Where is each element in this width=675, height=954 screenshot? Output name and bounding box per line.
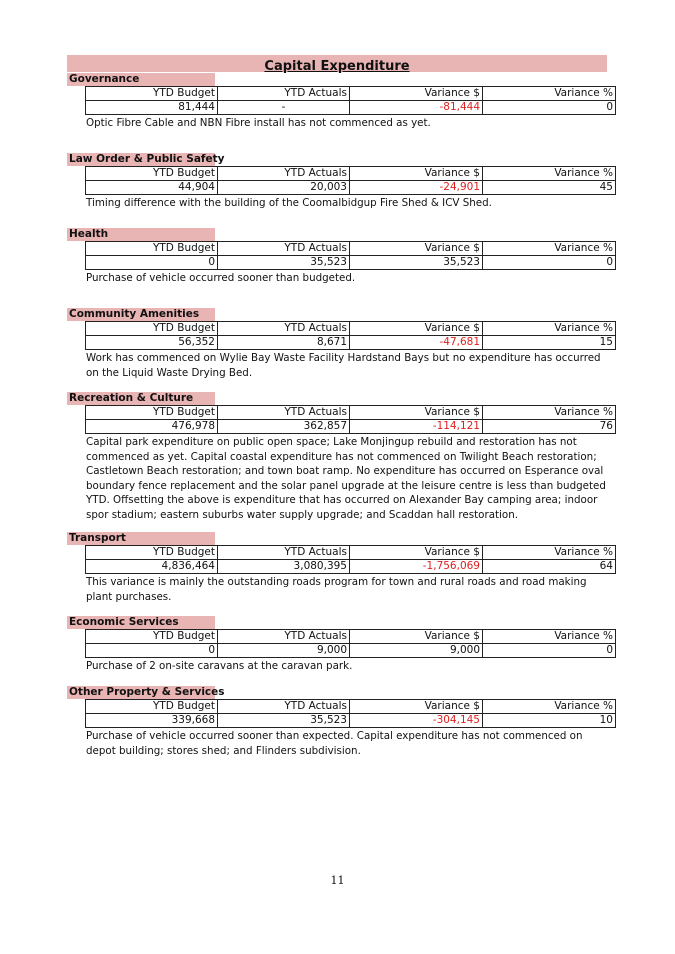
variance-value: -24,901 [350,181,483,195]
col-header-variance: Variance $ [350,242,483,256]
variance-value: -1,756,069 [350,560,483,574]
section-table [85,629,616,658]
table-row [86,420,616,434]
col-header-variance-pct: Variance % [483,167,616,181]
col-header-variance-pct: Variance % [483,322,616,336]
col-header-variance: Variance $ [350,322,483,336]
actuals-value: 35,523 [218,256,350,270]
actuals-value: 362,857 [218,420,350,434]
col-header-budget: YTD Budget [86,406,218,420]
budget-value: 44,904 [86,181,218,195]
col-header-variance: Variance $ [350,167,483,181]
actuals-value: - [218,101,350,115]
section-heading: Recreation & Culture [67,392,215,405]
table-row [86,181,616,195]
section-heading: Law Order & Public Safety [69,153,225,165]
budget-value: 56,352 [86,336,218,350]
variance-pct-value: 76 [483,420,616,434]
section-governance [67,73,613,131]
col-header-budget: YTD Budget [86,87,218,101]
variance-value: 9,000 [350,644,483,658]
table-header-row [86,546,616,560]
col-header-variance: Variance $ [350,630,483,644]
col-header-actuals: YTD Actuals [218,630,350,644]
col-header-variance-pct: Variance % [483,700,616,714]
section-heading: Economic Services [67,616,215,629]
table-header-row [86,167,616,181]
section-note: Capital park expenditure on public open space; Lake Monjingup rebuild and restoration has not commenced as yet. Capital coastal expenditure has not commenced on Twilight Beach restoration; Castletown Beach restoration; and town boat ramp. No expenditure has occurred on Esperance oval boundary fence replacement and the solar panel upgrade at the leisure centre is less than budgeted YTD. Offsetting the above is expenditure that has occurred on Alexander Bay camping area; indoor spor stadium; eastern suburbs water supply upgrade; and Scaddan hall restoration. [86,436,606,521]
variance-pct-value: 0 [483,101,616,115]
variance-pct-value: 0 [483,256,616,270]
section-note: Timing difference with the building of the Coomalbidgup Fire Shed & ICV Shed. [86,197,492,209]
col-header-actuals: YTD Actuals [218,322,350,336]
variance-value: 35,523 [350,256,483,270]
section-table [85,699,616,728]
section-law-order [67,153,613,211]
section-table [85,86,616,115]
section-heading: Other Property & Services [69,686,225,698]
section-table [85,405,616,434]
table-header-row [86,700,616,714]
col-header-actuals: YTD Actuals [218,242,350,256]
col-header-budget: YTD Budget [86,546,218,560]
table-header-row [86,630,616,644]
variance-pct-value: 64 [483,560,616,574]
section-table [85,241,616,270]
section-other-property [67,686,613,758]
budget-value: 81,444 [86,101,218,115]
table-row [86,256,616,270]
budget-value: 0 [86,644,218,658]
variance-value: -81,444 [350,101,483,115]
section-heading: Community Amenities [67,308,215,321]
table-row [86,644,616,658]
col-header-variance-pct: Variance % [483,406,616,420]
section-note: Work has commenced on Wylie Bay Waste Facility Hardstand Bays but no expenditure has occurred on the Liquid Waste Drying Bed. [86,352,601,379]
budget-value: 339,668 [86,714,218,728]
col-header-budget: YTD Budget [86,167,218,181]
section-heading: Governance [67,73,215,86]
budget-value: 0 [86,256,218,270]
section-health [67,228,613,286]
actuals-value: 20,003 [218,181,350,195]
actuals-value: 8,671 [218,336,350,350]
budget-value: 476,978 [86,420,218,434]
page-number: 11 [330,874,345,887]
table-row [86,101,616,115]
actuals-value: 9,000 [218,644,350,658]
section-community-amenities [67,308,613,380]
col-header-variance-pct: Variance % [483,630,616,644]
variance-value: -47,681 [350,336,483,350]
actuals-value: 3,080,395 [218,560,350,574]
col-header-actuals: YTD Actuals [218,546,350,560]
page-title: Capital Expenditure [264,59,410,74]
col-header-variance-pct: Variance % [483,87,616,101]
table-row [86,336,616,350]
section-table [85,166,616,195]
col-header-actuals: YTD Actuals [218,167,350,181]
section-table [85,545,616,574]
section-table [85,321,616,350]
col-header-variance-pct: Variance % [483,546,616,560]
section-note: Purchase of vehicle occurred sooner than expected. Capital expenditure has not commenced on depot building; stores shed; and Flinders subdivision. [86,730,583,757]
section-economic-services [67,616,613,674]
variance-pct-value: 0 [483,644,616,658]
col-header-budget: YTD Budget [86,242,218,256]
table-header-row [86,242,616,256]
col-header-budget: YTD Budget [86,700,218,714]
variance-value: -114,121 [350,420,483,434]
section-recreation-culture [67,392,613,523]
title-bar [67,55,607,72]
col-header-variance: Variance $ [350,406,483,420]
col-header-variance: Variance $ [350,546,483,560]
variance-value: -304,145 [350,714,483,728]
col-header-actuals: YTD Actuals [218,87,350,101]
col-header-budget: YTD Budget [86,322,218,336]
section-note: This variance is mainly the outstanding roads program for town and rural roads and road making plant purchases. [86,576,587,603]
col-header-budget: YTD Budget [86,630,218,644]
table-header-row [86,322,616,336]
actuals-value: 35,523 [218,714,350,728]
col-header-variance-pct: Variance % [483,242,616,256]
section-heading: Health [67,228,215,241]
variance-pct-value: 45 [483,181,616,195]
variance-pct-value: 10 [483,714,616,728]
section-heading: Transport [67,532,215,545]
table-header-row [86,406,616,420]
col-header-variance: Variance $ [350,87,483,101]
table-row [86,714,616,728]
section-note: Purchase of 2 on-site caravans at the caravan park. [86,660,353,672]
section-transport [67,532,613,604]
table-row [86,560,616,574]
budget-value: 4,836,464 [86,560,218,574]
variance-pct-value: 15 [483,336,616,350]
col-header-actuals: YTD Actuals [218,700,350,714]
table-header-row [86,87,616,101]
section-note: Purchase of vehicle occurred sooner than budgeted. [86,272,356,284]
col-header-actuals: YTD Actuals [218,406,350,420]
col-header-variance: Variance $ [350,700,483,714]
section-note: Optic Fibre Cable and NBN Fibre install has not commenced as yet. [86,117,431,129]
